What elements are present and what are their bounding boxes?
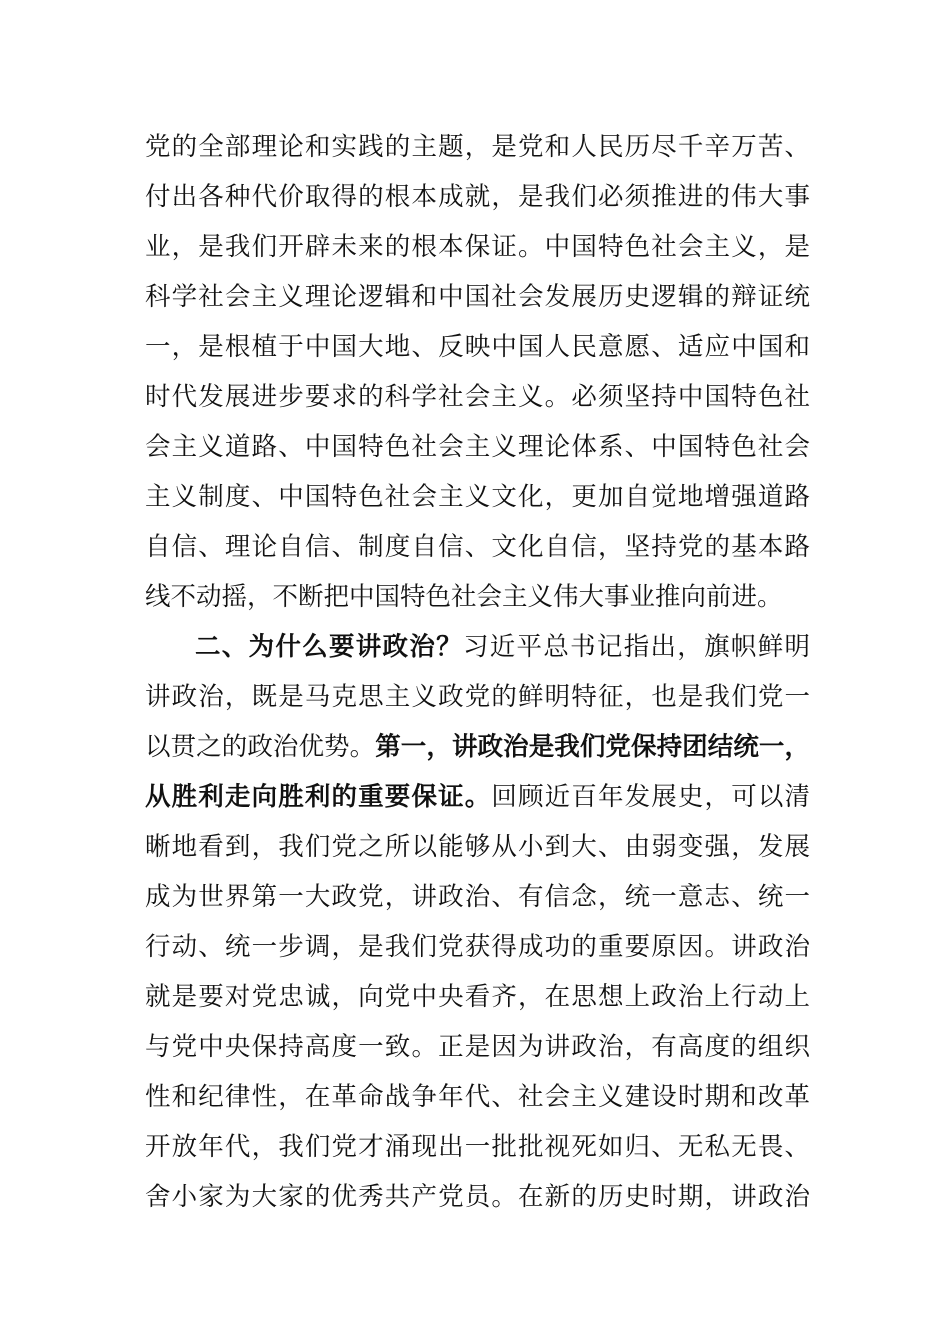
text-line: 舍小家为大家的优秀共产党员。在新的历史时期，讲政治 — [145, 1182, 810, 1212]
text-line: 行动、统一步调，是我们党获得成功的重要原因。讲政治 — [145, 932, 810, 962]
text-line: 与党中央保持高度一致。正是因为讲政治，有高度的组织 — [145, 1032, 810, 1062]
document-page — [145, 122, 810, 1222]
text-line: 自信、理论自信、制度自信、文化自信，坚持党的基本路 — [145, 532, 810, 562]
text-line: 主义制度、中国特色社会主义文化，更加自觉地增强道路 — [145, 482, 810, 512]
text-line: 会主义道路、中国特色社会主义理论体系、中国特色社会 — [145, 432, 810, 462]
text-line: 晰地看到，我们党之所以能够从小到大、由弱变强，发展 — [145, 832, 810, 862]
text-line: 就是要对党忠诚，向党中央看齐，在思想上政治上行动上 — [145, 982, 810, 1012]
text-line — [145, 772, 810, 822]
text-span: 以贯之的政治优势。 — [145, 732, 376, 762]
bold-point: 第一，讲政治是我们党保持团结统一， — [375, 732, 810, 762]
text-line: 付出各种代价取得的根本成就，是我们必须推进的伟大事 — [145, 182, 810, 212]
section-heading: 二、为什么要讲政治？ — [195, 632, 463, 662]
text-line: 开放年代，我们党才涌现出一批批视死如归、无私无畏、 — [145, 1132, 810, 1162]
text-line: 业，是我们开辟未来的根本保证。中国特色社会主义，是 — [145, 232, 810, 262]
text-line: 线不动摇，不断把中国特色社会主义伟大事业推向前进。 — [145, 582, 783, 612]
paragraph-1 — [145, 122, 810, 622]
text-line: 成为世界第一大政党，讲政治、有信念，统一意志、统一 — [145, 882, 810, 912]
text-line — [145, 722, 810, 772]
text-span: 回顾近百年发展史，可以清 — [491, 782, 810, 812]
text-line: 党的全部理论和实践的主题，是党和人民历尽千辛万苦、 — [145, 132, 810, 162]
text-line — [145, 622, 810, 672]
text-line: 讲政治，既是马克思主义政党的鲜明特征，也是我们党一 — [145, 682, 810, 712]
text-span: 习近平总书记指出，旗帜鲜明 — [462, 632, 810, 662]
text-line: 一，是根植于中国大地、反映中国人民意愿、适应中国和 — [145, 332, 810, 362]
text-line: 时代发展进步要求的科学社会主义。必须坚持中国特色社 — [145, 382, 810, 412]
paragraph-2 — [145, 622, 810, 1222]
text-line: 科学社会主义理论逻辑和中国社会发展历史逻辑的辩证统 — [145, 282, 810, 312]
text-line: 性和纪律性，在革命战争年代、社会主义建设时期和改革 — [145, 1082, 810, 1112]
bold-point: 从胜利走向胜利的重要保证。 — [145, 782, 492, 812]
